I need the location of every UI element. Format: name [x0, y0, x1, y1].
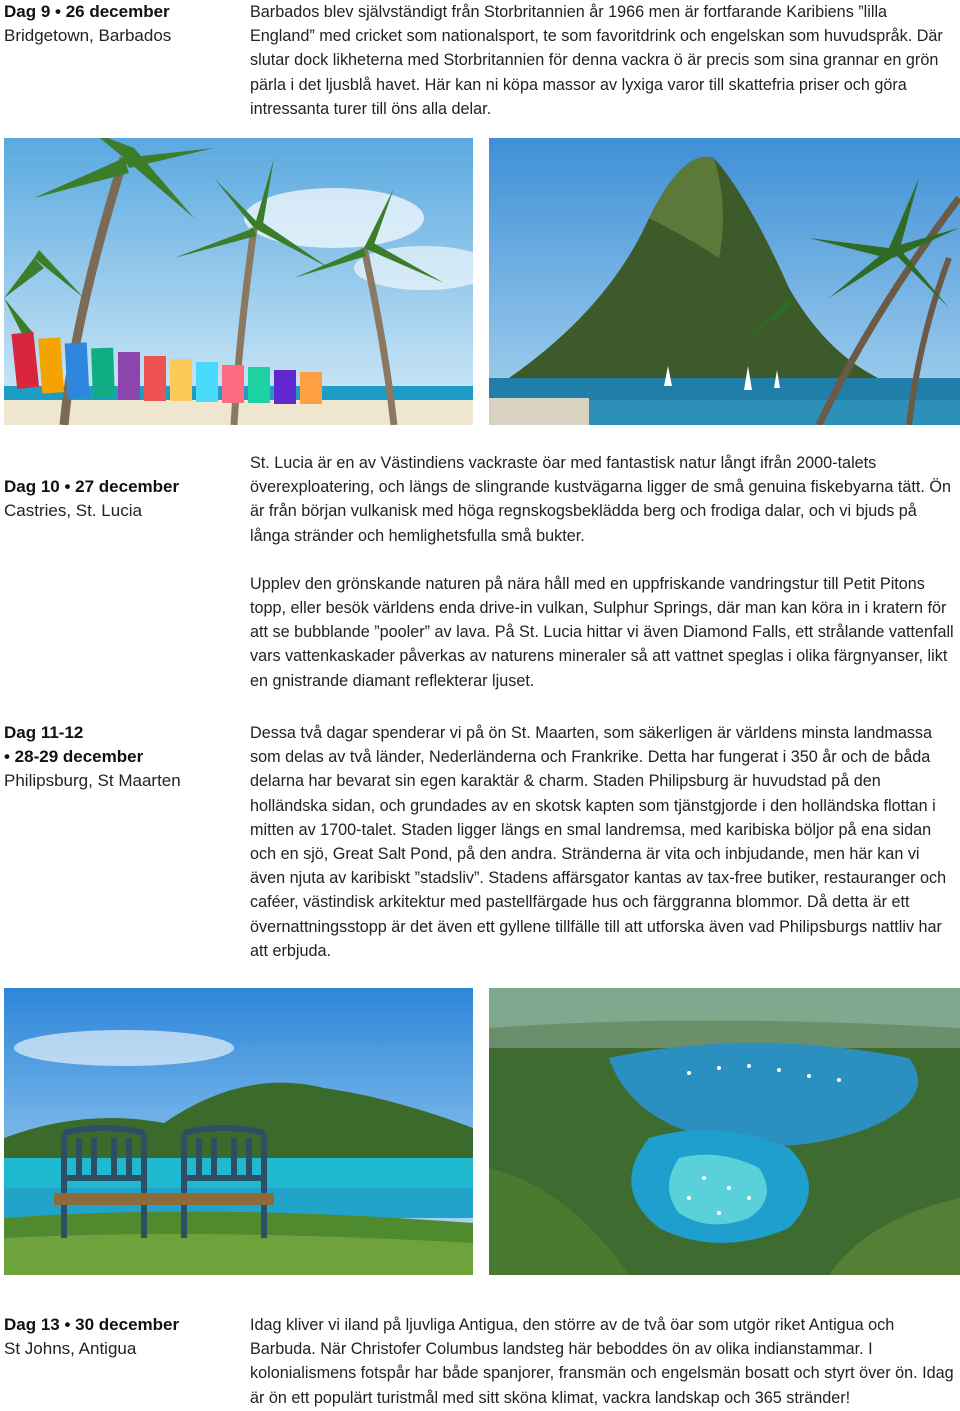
day-heading: Dag 11-12 [4, 723, 84, 742]
place-name: Philipsburg, St Maarten [4, 771, 181, 790]
day-11-12-description [250, 721, 955, 963]
day-9-description [250, 0, 955, 121]
barbados-palm-beach-photo [4, 138, 473, 425]
day-9-section [0, 0, 960, 121]
day-heading: Dag 9 • 26 december [4, 2, 170, 21]
antigua-harbour-photo [489, 988, 960, 1275]
day-13-section [0, 1313, 960, 1410]
day-9-label [0, 0, 250, 121]
day-13-description [250, 1313, 955, 1410]
paragraph: St. Lucia är en av Västindiens vackraste öar med fantastisk natur långt ifrån 2000-talets överexploatering, och längs de slingrande kustvägarna ligger de små genuina fiskebyarna tätt. Ön är från början vulkanisk med höga regnskogsbeklädda berg och frodiga dalar, och vi bjuds på långa stränder och hemlighetsfulla små bukter. [250, 454, 951, 545]
day-heading-dates: • 28-29 december [4, 747, 144, 766]
day-10-label [0, 451, 250, 693]
st-maarten-bench-photo [4, 988, 473, 1275]
day-11-12-section [0, 721, 960, 963]
paragraph: Barbados blev självständigt från Storbritannien år 1966 men är fortfarande Karibiens ”lilla England” med cricket som nationalsport, te som favoritdrink och engelskan som huvudspråk. Där slutar dock likheterna med Storbritannien för denna vackra ö är precis som sina grannar en grön pärla i det ljusblå havet. Här kan ni köpa massor av lyxiga varor till skattefria priser och göra intressanta turer till öns alla delar. [250, 3, 943, 118]
place-name: Bridgetown, Barbados [4, 26, 172, 45]
st-lucia-piton-photo [489, 138, 960, 425]
day-heading: Dag 13 • 30 december [4, 1315, 180, 1334]
day-13-label [0, 1313, 250, 1410]
day-heading: Dag 10 • 27 december [4, 477, 180, 496]
paragraph: Upplev den grönskande naturen på nära håll med en uppfriskande vandringstur till Petit Pitons topp, eller besök världens enda drive-in vulkan, Sulphur Springs, där man kan köra in i kratern för att se bubblande ”pooler” av lava. På St. Lucia hittar vi även Diamond Falls, ett strålande vattenfall vars vattenkaskader påverkas av naturens mineraler så att vattnet speglas i olika färgnyanser, likt en gnistrande diamant reflekterar ljuset. [250, 574, 954, 690]
day-10-section [0, 451, 960, 693]
paragraph: Dessa två dagar spenderar vi på ön St. Maarten, som säkerligen är världens minsta landmassa som delas av två länder, Nederländerna och Frankrike. Detta har fungerat i 350 år och de båda delarna har bevarat sin egen karaktär & charm. Staden Philipsburg är huvudstad på den holländska sidan, och grundades av en skotsk kapten som tjänstgjorde i den holländska flottan i mitten av 1700-talet. Staden ligger längs en smal landremsa, med karibiska böljor på ena sidan och en sjö, Great Salt Pond, på den andra. Stränderna är vita och inbjudande, men här kan vi även njuta av karibiskt ”stadsliv”. Stadens affärsgator kantas av tax-free butiker, restauranger och caféer, västindisk arkitektur med pastellfärgade hus och färggranna blommor. Då detta är ett övernattningsstopp är det även ett gyllene tillfälle till att utforska även vad Philipsburgs nattliv har att erbjuda. [250, 724, 947, 960]
place-name: St Johns, Antigua [4, 1339, 137, 1358]
day-11-12-label [0, 721, 250, 963]
place-name: Castries, St. Lucia [4, 501, 142, 520]
paragraph: Idag kliver vi iland på ljuvliga Antigua, den större av de två öar som utgör riket Antigua och Barbuda. När Christofer Columbus landsteg här beboddes ön av olika indianstammar. I kolonialismens fotspår har både spanjorer, fransmän och engelsmän bosatt och styrt över ön. Idag är ön ett populärt turistmål med sitt sköna klimat, vackra landskap och 365 stränder! [250, 1316, 954, 1407]
day-10-description [250, 451, 955, 693]
